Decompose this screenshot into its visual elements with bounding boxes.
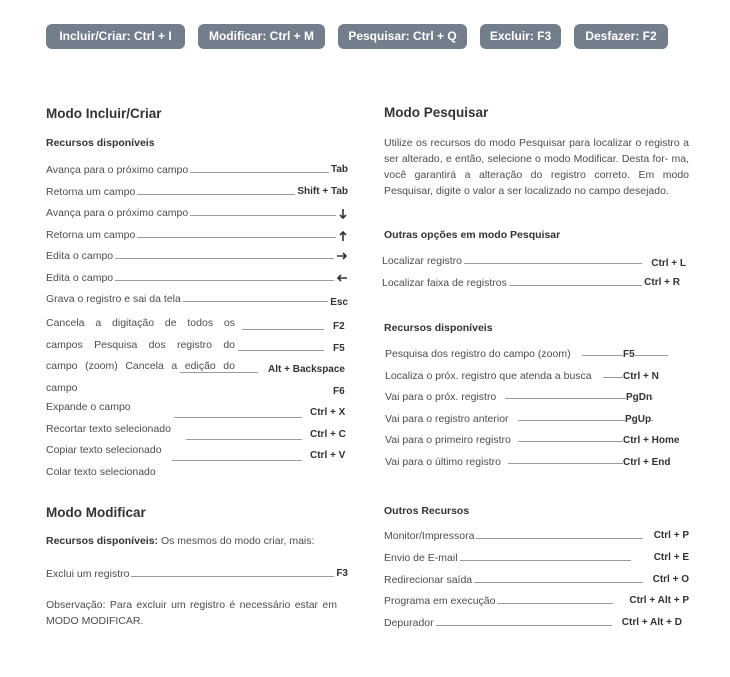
shortcut-label: Redirecionar saída bbox=[384, 574, 473, 586]
shortcut-label: Programa em execução bbox=[384, 595, 496, 607]
shortcut-key: Ctrl + End bbox=[623, 457, 671, 468]
shortcut-row bbox=[384, 552, 689, 566]
shortcut-key: Shift + Tab bbox=[297, 186, 348, 197]
shortcut-row bbox=[384, 595, 689, 609]
shortcut-row bbox=[46, 186, 348, 200]
arrow-up-icon bbox=[336, 229, 348, 242]
shortcut-label: Monitor/Impressora bbox=[384, 530, 475, 542]
shortcut-row bbox=[46, 293, 348, 307]
shortcut-key: Ctrl + O bbox=[652, 574, 689, 585]
shortcut-key: F5 bbox=[623, 349, 635, 360]
shortcut-row bbox=[46, 250, 348, 264]
shortcut-label: Vai para o primeiro registro bbox=[385, 434, 511, 446]
shortcut-key: Ctrl + Alt + D bbox=[621, 617, 682, 628]
shortcut-label: Exclui um registro bbox=[46, 568, 130, 580]
leader-line bbox=[518, 441, 623, 442]
shortcut-key: Ctrl + Home bbox=[623, 435, 680, 446]
shortcut-label: Avança para o próximo campo bbox=[46, 164, 189, 176]
leader-line bbox=[174, 417, 302, 418]
leader-line bbox=[508, 463, 623, 464]
shortcut-label: Retorna um campo bbox=[46, 229, 136, 241]
arrow-right-icon bbox=[334, 250, 348, 261]
leader-line bbox=[603, 377, 623, 378]
modificar-description bbox=[46, 535, 314, 547]
shortcut-key: Alt + Backspace bbox=[268, 364, 345, 375]
modificar-note: Observação: Para excluir um registro é necessário estar em MODO MODIFICAR. bbox=[46, 599, 337, 627]
para-line: campo bbox=[46, 381, 78, 394]
shortcut-label: Depurador bbox=[384, 617, 434, 629]
desfazer-button[interactable]: Desfazer: F2 bbox=[574, 24, 668, 49]
shortcut-key: Ctrl + Alt + P bbox=[629, 595, 689, 606]
shortcut-key: Ctrl + V bbox=[310, 450, 346, 461]
shortcut-key: F5 bbox=[333, 343, 345, 354]
shortcut-label: Localizar faixa de registros bbox=[382, 277, 507, 289]
shortcut-label: Vai para o registro anterior bbox=[385, 413, 509, 425]
pesquisar-intro: Utilize os recursos do modo Pesquisar para localizar o registro a ser alterado, e então, selecione o modo Modificar. Desta for- ma, você garantirá a alteração do registro correto. Em modo Pesquisar, digite o valor a ser localizado no campo desejado. bbox=[384, 137, 689, 197]
shortcut-row bbox=[384, 574, 689, 588]
shortcut-key: Tab bbox=[330, 164, 348, 175]
shortcut-key: F3 bbox=[336, 568, 348, 579]
shortcut-label: Colar texto selecionado bbox=[46, 466, 156, 478]
shortcut-row bbox=[384, 530, 689, 544]
shortcut-label: Localizar registro bbox=[382, 255, 462, 267]
shortcut-label: Expande o campo bbox=[46, 401, 131, 413]
incluir-criar-button[interactable]: Incluir/Criar: Ctrl + I bbox=[46, 24, 185, 49]
shortcut-label: Recortar texto selecionado bbox=[46, 423, 171, 435]
shortcut-label: Vai para o próx. registro bbox=[385, 391, 497, 403]
shortcut-key: Ctrl + N bbox=[623, 371, 659, 382]
shortcut-label: Localiza o próx. registro que atenda a busca bbox=[385, 370, 592, 382]
arrow-left-icon bbox=[334, 272, 348, 283]
modificar-button[interactable]: Modificar: Ctrl + M bbox=[198, 24, 325, 49]
shortcut-row bbox=[384, 617, 682, 631]
shortcut-key: PgDn bbox=[626, 392, 653, 403]
leader-line bbox=[180, 372, 258, 373]
shortcut-row bbox=[46, 568, 348, 582]
pesquisar-recursos-title: Recursos disponíveis bbox=[384, 322, 493, 334]
leader-line bbox=[172, 460, 302, 461]
shortcut-label: Edita o campo bbox=[46, 250, 114, 262]
shortcut-label: Edita o campo bbox=[46, 272, 114, 284]
incluir-title: Modo Incluir/Criar bbox=[46, 106, 162, 121]
modificar-title: Modo Modificar bbox=[46, 505, 146, 520]
incluir-subtitle: Recursos disponíveis bbox=[46, 137, 155, 149]
shortcut-label: Envio de E-mail bbox=[384, 552, 458, 564]
shortcut-row bbox=[46, 272, 348, 286]
leader-line bbox=[238, 350, 324, 351]
leader-line bbox=[242, 329, 324, 330]
shortcut-label: Vai para o último registro bbox=[385, 456, 501, 468]
incluir-paragraph bbox=[46, 313, 235, 399]
shortcut-label: Avança para o próximo campo bbox=[46, 207, 189, 219]
shortcut-key: Ctrl + R bbox=[644, 277, 680, 288]
shortcut-row bbox=[382, 277, 680, 291]
shortcut-row bbox=[46, 229, 348, 243]
shortcut-key: Ctrl + L bbox=[651, 258, 686, 269]
shortcut-label: Grava o registro e sai da tela bbox=[46, 293, 181, 305]
para-line: campo (zoom) Cancela a edição do bbox=[46, 360, 235, 372]
shortcut-key: Ctrl + P bbox=[653, 530, 689, 541]
excluir-button[interactable]: Excluir: F3 bbox=[480, 24, 561, 49]
outras-opcoes-title: Outras opções em modo Pesquisar bbox=[384, 229, 561, 241]
shortcut-row bbox=[382, 255, 686, 269]
shortcut-label: Retorna um campo bbox=[46, 186, 136, 198]
shortcut-row bbox=[46, 164, 348, 178]
shortcut-key: F6 bbox=[333, 386, 345, 397]
shortcut-key: Ctrl + X bbox=[310, 407, 346, 418]
shortcut-key: PgUp bbox=[625, 414, 652, 425]
shortcut-key: F2 bbox=[333, 321, 345, 332]
arrow-down-icon bbox=[336, 207, 348, 220]
modificar-desc-bold: Recursos disponíveis: bbox=[46, 535, 159, 547]
shortcut-key: Esc bbox=[330, 297, 348, 308]
shortcut-label: Copiar texto selecionado bbox=[46, 444, 162, 456]
shortcut-label: Pesquisa dos registro do campo (zoom) bbox=[385, 348, 571, 360]
modificar-desc-rest: Os mesmos do modo criar, mais: bbox=[158, 535, 315, 547]
shortcut-key: Ctrl + C bbox=[310, 429, 346, 440]
shortcut-row bbox=[46, 207, 348, 221]
para-line: campos Pesquisa dos registro do bbox=[46, 338, 235, 351]
leader-line bbox=[186, 439, 302, 440]
para-line: Cancela a digitação de todos os bbox=[46, 317, 235, 329]
pesquisar-title: Modo Pesquisar bbox=[384, 105, 489, 120]
shortcut-key: Ctrl + E bbox=[653, 552, 689, 563]
pesquisar-button[interactable]: Pesquisar: Ctrl + Q bbox=[338, 24, 467, 49]
outros-recursos-title: Outros Recursos bbox=[384, 505, 470, 517]
